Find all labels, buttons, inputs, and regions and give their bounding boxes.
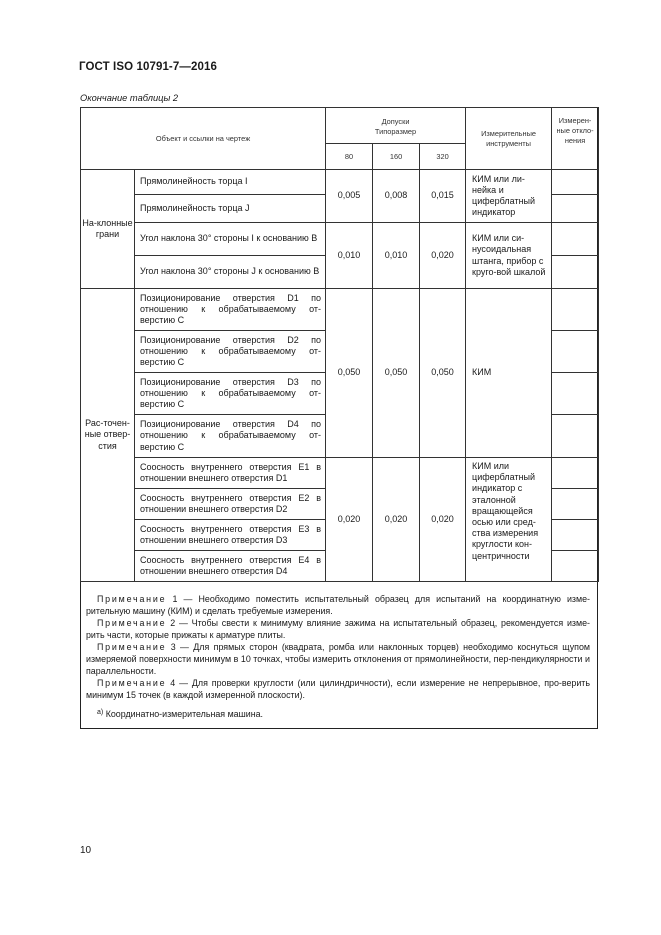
value-cell: 0,020 [373, 458, 420, 582]
tolerance-table [80, 107, 599, 582]
table-row-label: Соосность внутреннего отверстия E3 в отношении внешнего отверстия D3 [135, 520, 326, 551]
deviation-cell [552, 289, 599, 331]
table-caption: Окончание таблицы 2 [80, 93, 179, 103]
deviation-cell [552, 170, 599, 195]
group-label-bored: Рас-точен-ные отвер-стия [81, 289, 135, 582]
header-object: Объект и ссылки на чертеж [81, 108, 326, 170]
footnote-text: Координатно-измерительная машина. [103, 709, 264, 719]
deviation-cell [552, 489, 599, 520]
document-header: ГОСТ ISO 10791-7—2016 [79, 61, 217, 73]
deviation-cell [552, 223, 599, 256]
note-text: 3 — Для прямых сторон (квадрата, ромба или наклонных торцев) необходимо коснуться щупом измеряемой поверхности минимум в 10 точках, чтобы измерить отклонения от прямолинейности, пер-пендикулярности и параллельности. [86, 642, 590, 676]
header-instruments: Измерительные инструменты [466, 108, 552, 170]
deviation-cell [552, 331, 599, 373]
deviation-cell [552, 415, 599, 458]
deviation-cell [552, 373, 599, 415]
instrument-cell: КИМ [466, 289, 552, 458]
table-row-label: Соосность внутреннего отверстия E1 в отношении внешнего отверстия D1 [135, 458, 326, 489]
note-4 [86, 677, 590, 701]
footnote-mark: а) [97, 709, 104, 716]
note-2 [86, 617, 590, 641]
deviation-cell [552, 458, 599, 489]
header-tolerances-label: Допуски [381, 116, 410, 126]
header-size-80: 80 [326, 144, 373, 170]
deviation-cell [552, 256, 599, 289]
note-1 [86, 593, 590, 617]
header-tolerances [326, 108, 466, 144]
instrument-cell: КИМ или циферблатный индикатор с эталонной вращающейся осью или сред-ства измерения круглости кон-центричности [466, 458, 552, 582]
header-deviations: Измерен-ные откло-нения [552, 108, 599, 170]
deviation-cell [552, 551, 599, 582]
value-cell: 0,008 [373, 170, 420, 223]
header-size-320: 320 [420, 144, 466, 170]
note-text: 4 — Для проверки круглости (или цилиндричности), если измерение не непрерывное, про-верить минимум 15 точек (в каждой измеренной плоскости). [86, 678, 590, 700]
group-label-inclined: На-клонные грани [81, 170, 135, 289]
value-cell: 0,020 [326, 458, 373, 582]
value-cell: 0,050 [326, 289, 373, 458]
note-label: Примечание [97, 678, 167, 688]
table-row-label: Соосность внутреннего отверстия E4 в отношении внешнего отверстия D4 [135, 551, 326, 582]
value-cell: 0,050 [373, 289, 420, 458]
note-label: Примечание [97, 642, 167, 652]
table-row-label: Позиционирование отверстия D4 по отношению к обрабатываемому от-верстию C [135, 415, 326, 458]
value-cell: 0,050 [420, 289, 466, 458]
table-row-label: Угол наклона 30° стороны I к основанию B [135, 223, 326, 256]
deviation-cell [552, 195, 599, 223]
value-cell: 0,010 [326, 223, 373, 289]
deviation-cell [552, 520, 599, 551]
header-size-label: Типоразмер [374, 126, 417, 136]
table-row-label: Позиционирование отверстия D3 по отношению к обрабатываемому от-верстию C [135, 373, 326, 415]
value-cell: 0,020 [420, 458, 466, 582]
value-cell: 0,005 [326, 170, 373, 223]
note-label: Примечание [97, 594, 167, 604]
page-number: 10 [80, 845, 92, 856]
note-text: 2 — Чтобы свести к минимуму влияние зажима на испытательный образец, рекомендуется изме-рить части, которые прижаты к арматуре плиты. [86, 618, 590, 640]
table-row-label: Прямолинейность торца I [135, 170, 326, 195]
instrument-cell: КИМ или си-нусоидальная штанга, прибор с круго-вой шкалой [466, 223, 552, 289]
table-row-label: Соосность внутреннего отверстия E2 в отношении внешнего отверстия D2 [135, 489, 326, 520]
table-row-label: Угол наклона 30° стороны J к основанию B [135, 256, 326, 289]
note-label: Примечание [97, 618, 167, 628]
table-row-label: Позиционирование отверстия D2 по отношению к обрабатываемому от-верстию C [135, 331, 326, 373]
table-row-label: Позиционирование отверстия D1 по отношению к обрабатываемому от-верстию C [135, 289, 326, 331]
value-cell: 0,020 [420, 223, 466, 289]
notes-block [80, 593, 598, 720]
header-size-160: 160 [373, 144, 420, 170]
table-row-label: Прямолинейность торца J [135, 195, 326, 223]
footnote [97, 707, 590, 720]
value-cell: 0,015 [420, 170, 466, 223]
note-3 [86, 641, 590, 677]
value-cell: 0,010 [373, 223, 420, 289]
note-text: 1 — Необходимо поместить испытательный образец для испытаний на координатную изме-рительную машину (КИМ) и сделать требуемые измерения. [86, 594, 590, 616]
instrument-cell: КИМ или ли-нейка и циферблатный индикатор [466, 170, 552, 223]
